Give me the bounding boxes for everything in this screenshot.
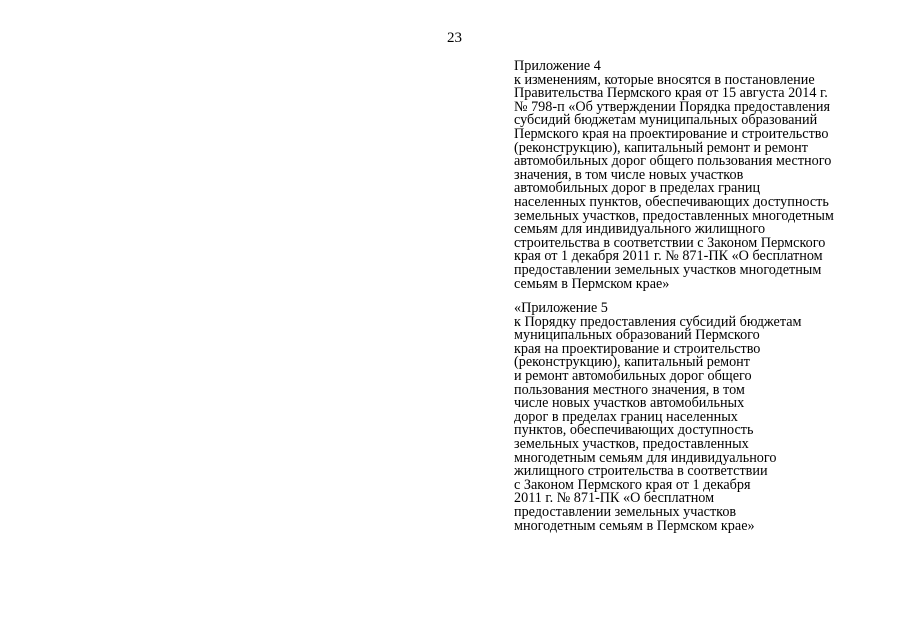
- appendix-4-line: автомобильных дорог в пределах границ: [514, 180, 761, 197]
- appendix-5-line: (реконструкцию), капитальный ремонт: [514, 354, 750, 371]
- appendix-4-line: семьям в Пермском крае»: [514, 275, 670, 292]
- appendix-4-line: автомобильных дорог общего пользования местного: [514, 153, 832, 170]
- appendix-4-line: края от 1 декабря 2011 г. № 871-ПК «О бесплатном: [514, 248, 823, 265]
- appendix-5-line: пользования местного значения, в том: [514, 381, 745, 398]
- appendix-5-line: и ремонт автомобильных дорог общего: [514, 367, 752, 384]
- appendix-4-line: № 798-п «Об утверждении Порядка предоставления: [514, 98, 831, 115]
- appendix-5-heading: [514, 302, 801, 533]
- page-number: 23: [447, 30, 462, 46]
- appendix-4-line: Правительства Пермского края от 15 августа 2014 г.: [514, 85, 828, 102]
- appendix-5-line: пунктов, обеспечивающих доступность: [514, 422, 754, 439]
- appendix-4-line: строительства в соответствии с Законом Пермского: [514, 234, 826, 251]
- appendix-5-line: муниципальных образований Пермского: [514, 327, 760, 344]
- appendix-5-line: предоставлении земельных участков: [514, 503, 737, 520]
- appendix-5-line: числе новых участков автомобильных: [514, 395, 745, 412]
- appendix-5-line: земельных участков, предоставленных: [514, 435, 749, 452]
- appendix-4-line: значения, в том числе новых участков: [514, 166, 744, 183]
- appendix-4-line: к изменениям, которые вносятся в постановление: [514, 71, 815, 88]
- appendix-4-line: субсидий бюджетам муниципальных образований: [514, 112, 818, 129]
- appendix-5-line: с Законом Пермского края от 1 декабря: [514, 476, 751, 493]
- appendix-4-heading: [514, 60, 834, 291]
- appendix-4-line: предоставлении земельных участков многодетным: [514, 261, 822, 278]
- appendix-4-line: населенных пунктов, обеспечивающих доступность: [514, 193, 829, 210]
- appendix-5-line: многодетным семьям в Пермском крае»: [514, 517, 755, 534]
- appendix-5-line: «Приложение 5: [514, 300, 608, 316]
- appendix-4-line: земельных участков, предоставленных многодетным: [514, 207, 834, 224]
- appendix-5-line: многодетным семьям для индивидуального: [514, 449, 777, 466]
- appendix-5-line: дорог в пределах границ населенных: [514, 408, 738, 425]
- appendix-5-line: жилищного строительства в соответствии: [514, 463, 768, 480]
- appendix-4-line: Пермского края на проектирование и строительство: [514, 125, 829, 142]
- appendix-5-line: края на проектирование и строительство: [514, 340, 761, 357]
- appendix-5-line: к Порядку предоставления субсидий бюджетам: [514, 313, 802, 330]
- appendix-4-line: (реконструкцию), капитальный ремонт и ремонт: [514, 139, 808, 156]
- appendix-4-line: Приложение 4: [514, 58, 601, 74]
- appendix-4-line: семьям для индивидуального жилищного: [514, 221, 766, 238]
- appendix-5-line: 2011 г. № 871-ПК «О бесплатном: [514, 490, 715, 507]
